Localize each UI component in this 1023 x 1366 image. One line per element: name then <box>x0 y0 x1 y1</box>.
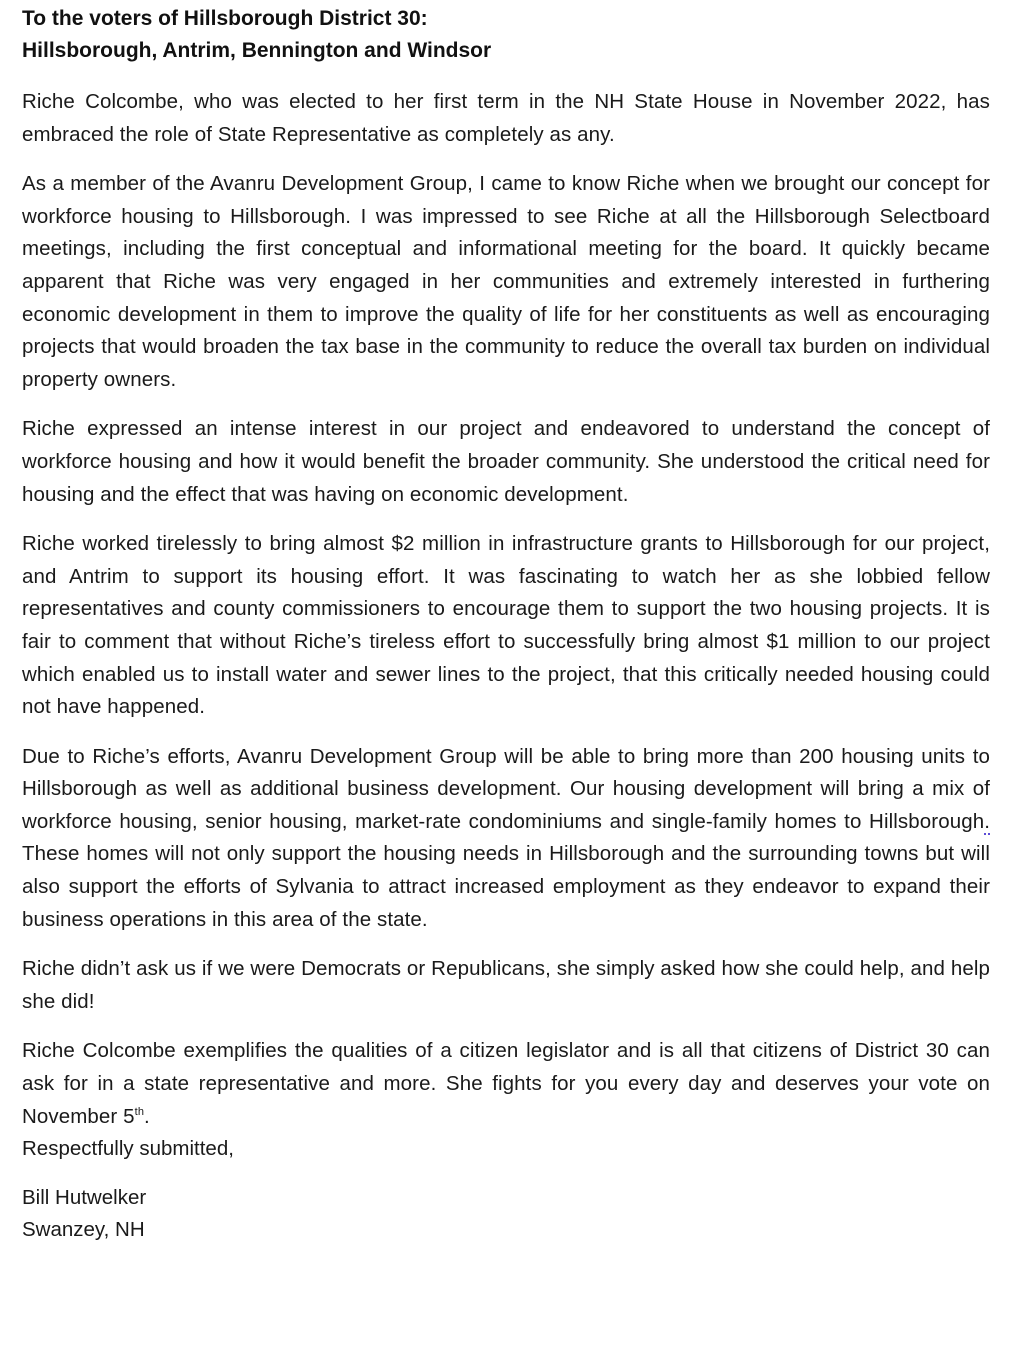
signature-location: Swanzey, NH <box>22 1218 145 1242</box>
paragraph-housing-units <box>22 741 990 937</box>
closing-line: Respectfully submitted, <box>22 1137 234 1161</box>
paragraph-grants: Riche worked tirelessly to bring almost $2 million in infrastructure grants to Hillsborough for our project, and Antrim to support its housing effort. It was fascinating to watch her as she lobbied fellow representatives and county commissioners to encourage them to support the two housing projects. It is fair to comment that without Riche’s tireless effort to successfully bring almost $1 million to our project which enabled us to install water and sewer lines to the project, that this critically needed housing could not have happened. <box>22 532 990 719</box>
paragraph-endorsement <box>22 1035 990 1133</box>
paragraph-housing-units-before: Due to Riche’s efforts, Avanru Development Group will be able to bring more than 200 housing units to Hillsborough as well as additional business development. Our housing development will bring a mix of workforce housing, senior housing, market-rate condominiums and single-family homes to Hillsborough <box>22 744 990 833</box>
endorsement-text: Riche Colcombe exemplifies the qualities of a citizen legislator and is all that citizens of District 30 can ask for in a state representative and more. She fights for you every day and deserves your vote on November 5 <box>22 1039 990 1128</box>
endorsement-end: . <box>144 1104 150 1128</box>
paragraph-interest: Riche expressed an intense interest in our project and endeavored to understand the concept of workforce housing and how it would benefit the broader community. She understood the critical need for housing and the effect that was having on economic development. <box>22 417 990 506</box>
paragraph-intro: Riche Colcombe, who was elected to her first term in the NH State House in November 2022, has embraced the role of State Representative as completely as any. <box>22 90 990 146</box>
spelling-marker[interactable]: . <box>984 809 990 833</box>
heading-line-2: Hillsborough, Antrim, Bennington and Windsor <box>22 39 492 62</box>
signature-name: Bill Hutwelker <box>22 1186 147 1210</box>
ordinal-suffix: th <box>134 1105 145 1118</box>
letter-heading <box>22 3 990 67</box>
heading-line-1: To the voters of Hillsborough District 30: <box>22 7 428 30</box>
signature-block <box>22 1182 990 1246</box>
letter-document <box>0 3 1023 1246</box>
paragraph-nonpartisan: Riche didn’t ask us if we were Democrats or Republicans, she simply asked how she could help, and help she did! <box>22 957 990 1013</box>
paragraph-avanru: As a member of the Avanru Development Group, I came to know Riche when we brought our concept for workforce housing to Hillsborough. I was impressed to see Riche at all the Hillsborough Selectboard meetings, including the first conceptual and informational meeting for the board. It quickly became apparent that Riche was very engaged in her communities and extremely interested in furthering economic development in them to improve the quality of life for her constituents as well as encouraging projects that would broaden the tax base in the community to reduce the overall tax burden on individual property owners. <box>22 172 990 391</box>
paragraph-housing-units-after: These homes will not only support the housing needs in Hillsborough and the surrounding towns but will also support the efforts of Sylvania to attract increased employment as they endeavor to expand their business operations in this area of the state. <box>22 842 990 931</box>
